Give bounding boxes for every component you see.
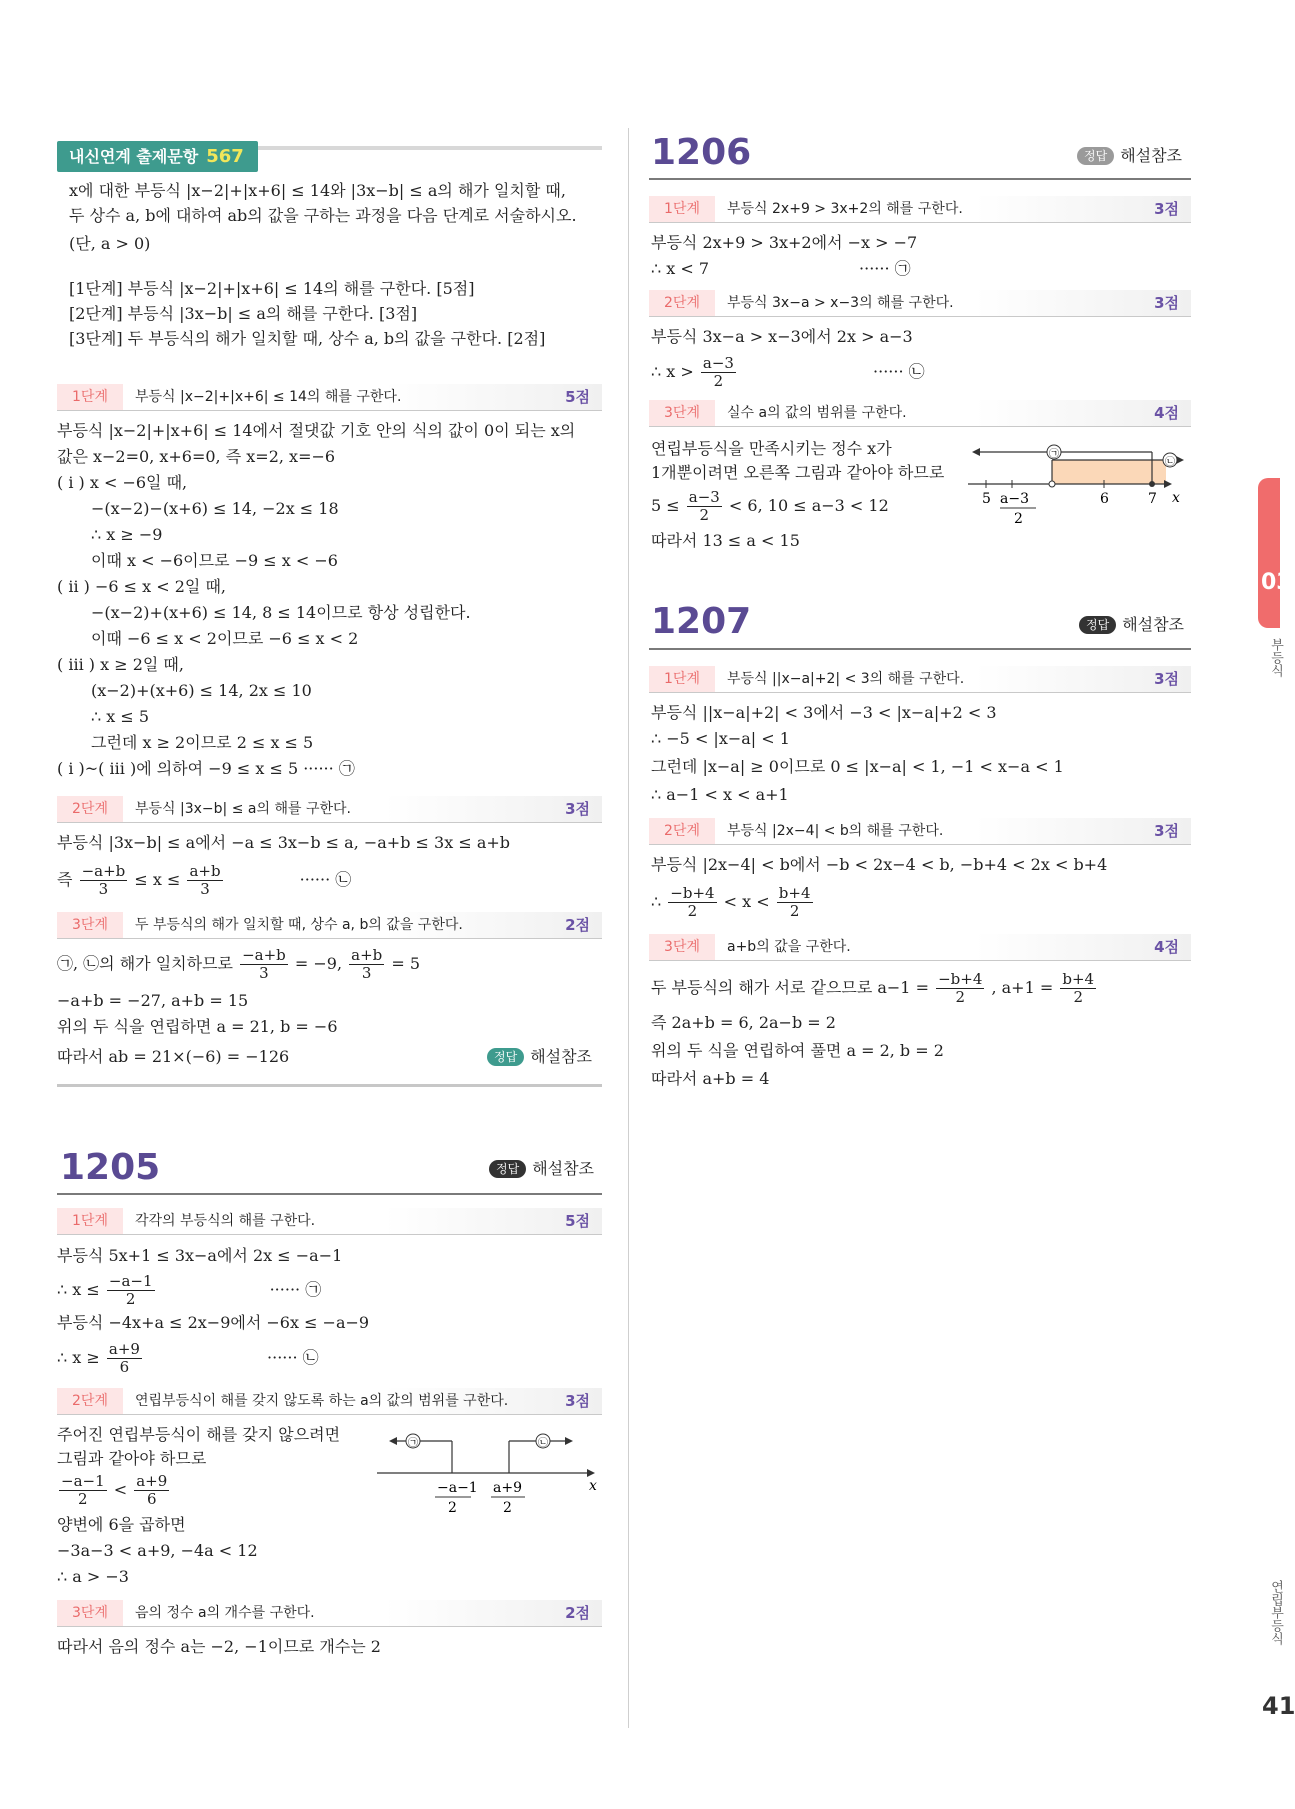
- therefore: ∴ x ≤: [57, 1280, 100, 1299]
- tick-label: a−3: [1000, 491, 1029, 507]
- step-points: 3점: [1154, 294, 1179, 312]
- number-line-figure-1205: [367, 1426, 607, 1518]
- step-1-points: 5점: [565, 388, 590, 406]
- step-desc: 각각의 부등식의 해를 구한다.: [135, 1213, 316, 1229]
- step-2-label: 2단계: [57, 796, 123, 822]
- 1206-line: [651, 488, 889, 524]
- 1206-line: 따라서 13 ≤ a < 15: [651, 531, 800, 550]
- 1205-line: 양변에 6을 곱하면: [57, 1515, 186, 1534]
- step-3-label: 3단계: [57, 912, 123, 938]
- problem-line-3: (단, a > 0): [69, 234, 151, 253]
- 1206-line: 연립부등식을 만족시키는 정수 x가: [651, 439, 892, 458]
- answer-pill: 정답: [487, 1048, 524, 1066]
- s1-line: 이때 x < −6이므로 −9 ≤ x < −6: [91, 551, 338, 570]
- s1-line: ( ii ) −6 ≤ x < 2일 때,: [57, 577, 227, 596]
- mark: ······ ㉡: [267, 1348, 319, 1367]
- step-desc: 부등식 ||x−a|+2| < 3의 해를 구한다.: [727, 671, 965, 687]
- step-2-bar: [57, 796, 602, 823]
- frac-den: 2: [699, 506, 710, 524]
- 1206-line: [651, 258, 911, 280]
- frac-den: 3: [98, 880, 109, 898]
- tick-label: 2: [503, 1500, 512, 1516]
- answer-badge-1206: [1077, 145, 1182, 167]
- frac-num: −a−1: [108, 1272, 153, 1290]
- page-number: 41: [1262, 1692, 1295, 1720]
- frac-den: 3: [361, 964, 372, 982]
- 1207-line: 따라서 a+b = 4: [651, 1069, 770, 1088]
- therefore: ∴ x ≥: [57, 1348, 100, 1367]
- fraction: [187, 863, 222, 898]
- circle-mark-1: ㉠: [408, 1438, 418, 1449]
- 1207-line: [651, 970, 1098, 1006]
- s2-mid: ≤ x ≤: [134, 870, 181, 889]
- lhs: 두 부등식의 해가 서로 같으므로 a−1 =: [651, 978, 929, 997]
- step-label: 1단계: [649, 196, 715, 222]
- problem-line-2: 두 상수 a, b에 대하여 ab의 값을 구하는 과정을 다음 단계로 서술하시오.: [69, 206, 577, 225]
- answer-pill: 정답: [1077, 147, 1114, 165]
- fraction: [777, 885, 813, 920]
- step-3-desc: 두 부등식의 해가 일치할 때, 상수 a, b의 값을 구한다.: [135, 917, 463, 933]
- fraction: [107, 1341, 142, 1376]
- therefore: ∴ x >: [651, 362, 694, 381]
- lhs: 5 ≤: [651, 496, 680, 515]
- exam-tag-number: 567: [206, 146, 244, 167]
- frac-den: 2: [125, 1290, 136, 1308]
- step-desc: a+b의 값을 구한다.: [727, 939, 851, 955]
- frac-den: 6: [146, 1490, 157, 1508]
- frac-num: −a+b: [242, 946, 286, 964]
- frac-den: 2: [78, 1490, 88, 1508]
- exam-tag: [57, 141, 258, 172]
- step-points: 5점: [565, 1212, 590, 1230]
- frac-den: 3: [259, 964, 269, 982]
- 1205-step-1-bar: [57, 1208, 602, 1235]
- s3-eq2: = 5: [391, 954, 421, 973]
- frac-num: a−3: [702, 354, 734, 372]
- circle-mark-2: ㉡: [538, 1438, 548, 1449]
- 1206-line: [651, 354, 925, 390]
- answer-pill: 정답: [489, 1160, 526, 1178]
- 1205-line: −3a−3 < a+9, −4a < 12: [57, 1541, 258, 1560]
- answer-text: 해설참조: [1120, 146, 1183, 165]
- s1-line: ∴ x ≥ −9: [91, 525, 163, 544]
- frac-num: a+b: [189, 862, 221, 880]
- frac-num: −b+4: [670, 884, 715, 902]
- mid: , a+1 =: [991, 978, 1054, 997]
- tick-label: 2: [448, 1500, 457, 1516]
- s3-prefix: ㉠, ㉡의 해가 일치하므로: [57, 954, 233, 973]
- fraction: [936, 971, 984, 1006]
- therefore: ∴: [651, 892, 662, 911]
- answer-text: 해설참조: [1122, 615, 1185, 634]
- step-points: 3점: [1154, 200, 1179, 218]
- frac-num: −a+b: [81, 862, 126, 880]
- step-desc: 음의 정수 a의 개수를 구한다.: [135, 1605, 315, 1621]
- s1-line: 부등식 |x−2|+|x+6| ≤ 14에서 절댓값 기호 안의 식의 값이 0이 되는 x의: [57, 421, 576, 440]
- tick-label: 7: [1148, 491, 1157, 507]
- answer-badge: [487, 1046, 592, 1068]
- 1205-line: [57, 1340, 319, 1376]
- step-label: 1단계: [649, 666, 715, 692]
- therefore: ∴ x < 7: [651, 259, 710, 278]
- frac-den: 6: [119, 1358, 130, 1376]
- step-label: 3단계: [649, 400, 715, 426]
- frac-num: b+4: [778, 884, 811, 902]
- 1205-line: 부등식 −4x+a ≤ 2x−9에서 −6x ≤ −a−9: [57, 1313, 370, 1332]
- frac-num: b+4: [1062, 970, 1095, 988]
- fraction: [134, 1473, 169, 1508]
- step-label: 3단계: [649, 934, 715, 960]
- section-side-label: 연립부등식: [1268, 1580, 1283, 1645]
- frac-num: a+b: [351, 946, 383, 964]
- tick-label: 5: [982, 491, 991, 507]
- section-end-rule: [57, 1084, 602, 1087]
- step-1-label: 1단계: [57, 384, 123, 410]
- 1207-line: 즉 2a+b = 6, 2a−b = 2: [651, 1013, 836, 1032]
- tick-label: 2: [1014, 511, 1023, 527]
- problem-number-1205: 1205: [60, 1147, 161, 1188]
- fraction: [687, 489, 722, 524]
- 1205-line: [57, 1472, 171, 1508]
- 1205-line: 따라서 음의 정수 a는 −2, −1이므로 개수는 2: [57, 1637, 381, 1656]
- step-desc: 부등식 2x+9 > 3x+2의 해를 구한다.: [727, 201, 963, 217]
- 1207-step-3-bar: [649, 934, 1191, 961]
- s3-line: −a+b = −27, a+b = 15: [57, 991, 249, 1010]
- mark: ······ ㉠: [269, 1280, 322, 1299]
- 1205-line: 주어진 연립부등식이 해를 갖지 않으려면: [57, 1425, 341, 1444]
- fraction: [107, 1273, 155, 1308]
- s1-line: 값은 x−2=0, x+6=0, 즉 x=2, x=−6: [57, 447, 336, 466]
- 1206-step-3-bar: [649, 400, 1191, 427]
- step-1-bar: [57, 384, 602, 411]
- 1205-step-3-bar: [57, 1600, 602, 1627]
- step-desc: 부등식 3x−a > x−3의 해를 구한다.: [727, 295, 954, 311]
- s3-line: 위의 두 식을 연립하면 a = 21, b = −6: [57, 1017, 338, 1036]
- 1205-line: 부등식 5x+1 ≤ 3x−a에서 2x ≤ −a−1: [57, 1246, 343, 1265]
- problem-rule: [57, 1193, 602, 1195]
- s2-prefix: 즉: [57, 870, 73, 889]
- s1-line: ( i ) x < −6일 때,: [57, 473, 188, 492]
- frac-den: 2: [1073, 988, 1083, 1006]
- answer-badge-1205: [489, 1158, 594, 1180]
- mark: ······ ㉠: [859, 259, 911, 278]
- step-1-desc: 부등식 |x−2|+|x+6| ≤ 14의 해를 구한다.: [135, 389, 402, 405]
- 1206-line: 부등식 3x−a > x−3에서 2x > a−3: [651, 327, 913, 346]
- 1206-line: 1개뿐이려면 오른쪽 그림과 같아야 하므로: [651, 463, 945, 482]
- s1-line: ( i )~( iii )에 의하여 −9 ≤ x ≤ 5 ······ ㉠: [57, 759, 355, 778]
- step-2-points: 3점: [565, 800, 590, 818]
- 1206-step-1-bar: [649, 196, 1191, 223]
- step-desc: 실수 a의 값의 범위를 구한다.: [727, 405, 907, 421]
- chapter-tab-number: 03: [1261, 570, 1292, 595]
- stage-line-2: [2단계] 부등식 |3x−b| ≤ a의 해를 구한다. [3점]: [69, 304, 418, 323]
- circle-mark-2: ㉡: [1165, 457, 1175, 468]
- step-label: 3단계: [57, 1600, 123, 1626]
- axis-label: x: [1172, 490, 1180, 506]
- 1205-line: [57, 1272, 321, 1308]
- s2-line-1: 부등식 |3x−b| ≤ a에서 −a ≤ 3x−b ≤ a, −a+b ≤ 3x ≤ a+b: [57, 833, 511, 852]
- 1206-line: 부등식 2x+9 > 3x+2에서 −x > −7: [651, 233, 918, 252]
- problem-number-1207: 1207: [651, 601, 752, 642]
- chapter-tab: [1258, 478, 1292, 628]
- 1207-line: 부등식 |2x−4| < b에서 −b < 2x−4 < b, −b+4 < 2x < b+4: [651, 855, 1108, 874]
- step-3-bar: [57, 912, 602, 939]
- rhs: < 6, 10 ≤ a−3 < 12: [728, 496, 889, 515]
- frac-den: 3: [200, 880, 210, 898]
- 1207-line: ∴ −5 < |x−a| < 1: [651, 729, 790, 748]
- 1206-step-2-bar: [649, 290, 1191, 317]
- number-line-figure-1206: [964, 438, 1189, 528]
- step-desc: 부등식 |2x−4| < b의 해를 구한다.: [727, 823, 944, 839]
- frac-num: a−3: [688, 488, 720, 506]
- problem-rule: [649, 178, 1191, 180]
- frac-num: a+9: [136, 1472, 168, 1490]
- answer-text: 해설참조: [530, 1047, 593, 1066]
- stage-line-3: [3단계] 두 부등식의 해가 일치할 때, 상수 a, b의 값을 구한다. [2점]: [69, 329, 546, 348]
- step-points: 3점: [565, 1392, 590, 1410]
- answer-text: 해설참조: [532, 1159, 595, 1178]
- exam-tag-label: 내신연계 출제문항: [69, 147, 199, 166]
- tick-label: −a−1: [437, 1480, 478, 1496]
- s1-line: −(x−2)+(x+6) ≤ 14, 8 ≤ 14이므로 항상 성립한다.: [91, 603, 471, 622]
- s1-line: (x−2)+(x+6) ≤ 14, 2x ≤ 10: [91, 681, 312, 700]
- fraction: [668, 885, 716, 920]
- s1-line: ∴ x ≤ 5: [91, 707, 150, 726]
- step-points: 3점: [1154, 822, 1179, 840]
- lt: <: [113, 1480, 128, 1499]
- 1205-step-2-bar: [57, 1388, 602, 1415]
- circle-mark-1: ㉠: [1049, 449, 1059, 460]
- answer-badge-1207: [1079, 614, 1184, 636]
- fraction: [240, 947, 288, 982]
- step-points: 4점: [1154, 938, 1179, 956]
- step-desc: 연립부등식이 해를 갖지 않도록 하는 a의 값의 범위를 구한다.: [135, 1393, 509, 1409]
- problem-line-1: x에 대한 부등식 |x−2|+|x+6| ≤ 14와 |3x−b| ≤ a의 해가 일치할 때,: [69, 181, 566, 200]
- 1205-line: ∴ a > −3: [57, 1567, 129, 1586]
- 1207-line: 그런데 |x−a| ≥ 0이므로 0 ≤ |x−a| < 1, −1 < x−a < 1: [651, 757, 1064, 776]
- 1207-line: [651, 884, 815, 920]
- s3-line-1: [57, 946, 420, 982]
- step-points: 4점: [1154, 404, 1179, 422]
- frac-num: −a−1: [61, 1472, 105, 1490]
- step-3-points: 2점: [565, 916, 590, 934]
- frac-den: 2: [955, 988, 965, 1006]
- s1-line: −(x−2)−(x+6) ≤ 14, −2x ≤ 18: [91, 499, 339, 518]
- step-points: 2점: [565, 1604, 590, 1622]
- answer-pill: 정답: [1079, 616, 1116, 634]
- column-divider: [628, 128, 629, 1728]
- chapter-side-label: 부등식: [1268, 638, 1283, 677]
- fraction: [349, 947, 384, 982]
- step-label: 1단계: [57, 1208, 123, 1234]
- stage-line-1: [1단계] 부등식 |x−2|+|x+6| ≤ 14의 해를 구한다. [5점]: [69, 279, 475, 298]
- s1-line: ( iii ) x ≥ 2일 때,: [57, 655, 184, 674]
- step-label: 2단계: [649, 290, 715, 316]
- 1207-line: ∴ a−1 < x < a+1: [651, 785, 789, 804]
- mark: ······ ㉡: [873, 362, 925, 381]
- s3-eq1: = −9,: [294, 954, 343, 973]
- frac-den: 2: [789, 902, 800, 920]
- problem-number-1206: 1206: [651, 132, 752, 173]
- 1207-line: 위의 두 식을 연립하여 풀면 a = 2, b = 2: [651, 1041, 944, 1060]
- fraction: [59, 1473, 107, 1508]
- axis-label: x: [589, 1478, 597, 1494]
- tick-label: a+9: [493, 1480, 522, 1496]
- s2-mark: ······ ㉡: [299, 870, 352, 889]
- fraction: [1060, 971, 1096, 1006]
- frac-den: 2: [713, 372, 724, 390]
- 1207-line: 부등식 ||x−a|+2| < 3에서 −3 < |x−a|+2 < 3: [651, 703, 997, 722]
- frac-num: a+9: [108, 1340, 140, 1358]
- s1-line: 이때 −6 ≤ x < 2이므로 −6 ≤ x < 2: [91, 629, 359, 648]
- problem-rule: [649, 648, 1191, 650]
- frac-den: 2: [687, 902, 698, 920]
- s1-line: 그런데 x ≥ 2이므로 2 ≤ x ≤ 5: [91, 733, 314, 752]
- fraction: [701, 355, 736, 390]
- 1205-line: 그림과 같아야 하므로: [57, 1449, 207, 1468]
- s3-line: 따라서 ab = 21×(−6) = −126: [57, 1047, 290, 1066]
- s2-line-2: [57, 862, 351, 898]
- tick-label: 6: [1100, 491, 1109, 507]
- fraction: [80, 863, 128, 898]
- step-label: 2단계: [57, 1388, 123, 1414]
- 1207-step-2-bar: [649, 818, 1191, 845]
- step-points: 3점: [1154, 670, 1179, 688]
- 1207-step-1-bar: [649, 666, 1191, 693]
- frac-num: −b+4: [938, 970, 983, 988]
- step-label: 2단계: [649, 818, 715, 844]
- mid: < x <: [723, 892, 770, 911]
- step-2-desc: 부등식 |3x−b| ≤ a의 해를 구한다.: [135, 801, 351, 817]
